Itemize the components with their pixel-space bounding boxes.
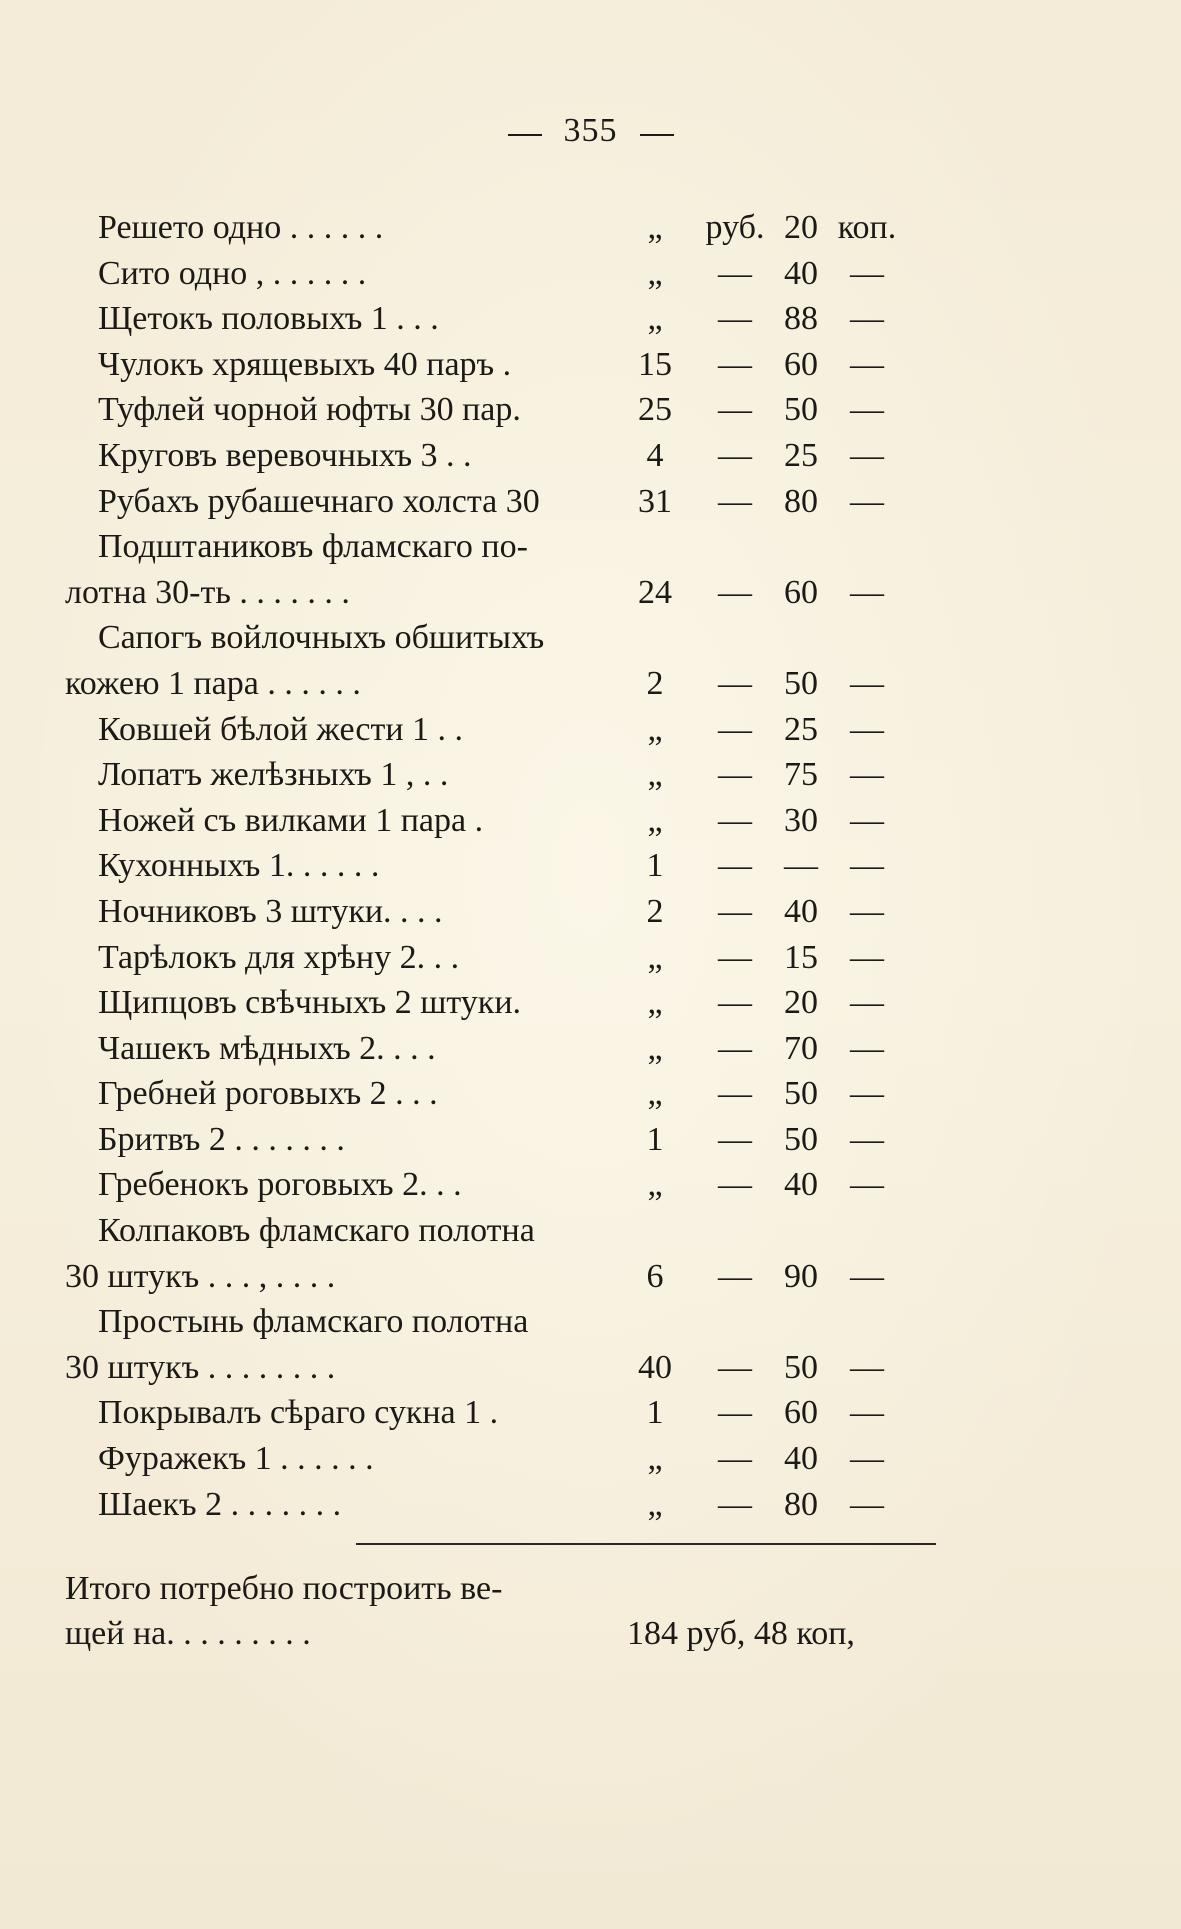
item-end-mark: коп. (837, 209, 897, 246)
item-rubles: „ (647, 801, 663, 839)
list-item (0, 1254, 1181, 1300)
list-item (0, 479, 1181, 525)
item-rubles: „ (647, 300, 663, 338)
item-kopecks: 70 (784, 1029, 818, 1067)
item-end-mark: — (850, 482, 884, 520)
item-separator: — (718, 1120, 752, 1158)
item-rubles: „ (647, 1029, 663, 1067)
item-end-mark: — (850, 391, 884, 429)
item-name: Простынь фламскаго полотна (98, 1303, 529, 1341)
list-item (0, 1345, 1181, 1391)
item-kopecks: 30 (784, 801, 818, 839)
item-kopecks: 25 (784, 436, 818, 474)
item-name: Рубахъ рубашечнаго холста 30 (98, 482, 540, 520)
item-separator: — (718, 1440, 752, 1478)
item-kopecks: 40 (784, 254, 818, 292)
item-end-mark: — (850, 254, 884, 292)
header-dash-left (508, 134, 542, 136)
item-name: Круговъ веревочныхъ 3 . . (98, 436, 472, 474)
item-separator: — (718, 1348, 752, 1386)
item-name: Решето одно . . . . . . (98, 209, 384, 246)
list-item (0, 387, 1181, 433)
item-kopecks: 50 (784, 1348, 818, 1386)
item-kopecks: 40 (784, 1440, 818, 1478)
item-name: Чулокъ хрящевыхъ 40 паръ . (98, 345, 512, 383)
item-kopecks: 50 (784, 1075, 818, 1113)
item-end-mark: — (850, 1257, 884, 1295)
total-label-line2: щей на. . . . . . . . . (65, 1615, 311, 1652)
item-rubles: 2 (646, 664, 664, 702)
item-separator: — (718, 892, 752, 930)
item-end-mark: — (850, 1166, 884, 1204)
item-kopecks: 40 (784, 892, 818, 930)
item-name: Покрывалъ сѣраго сукна 1 . (98, 1394, 499, 1432)
item-separator: — (718, 1394, 752, 1432)
item-end-mark: — (850, 436, 884, 474)
item-separator: — (718, 300, 752, 338)
item-rubles: 25 (638, 391, 672, 429)
item-end-mark: — (850, 756, 884, 794)
item-kopecks: 75 (784, 756, 818, 794)
item-kopecks: 60 (784, 573, 818, 611)
item-name: Щетокъ половыхъ 1 . . . (98, 300, 439, 338)
list-item (0, 889, 1181, 935)
item-end-mark: — (850, 710, 884, 748)
list-item (0, 1117, 1181, 1163)
list-item (0, 843, 1181, 889)
item-kopecks: 60 (784, 1394, 818, 1432)
item-rubles: „ (647, 1166, 663, 1204)
item-name: Гребенокъ роговыхъ 2. . . (98, 1166, 462, 1204)
item-end-mark: — (850, 345, 884, 383)
item-separator: — (718, 756, 752, 794)
list-item (0, 615, 1181, 661)
item-end-mark: — (850, 938, 884, 976)
list-item (0, 296, 1181, 342)
item-name: Ночниковъ 3 штуки. . . . (98, 892, 443, 930)
item-rubles: 40 (638, 1348, 672, 1386)
item-name: Гребней роговыхъ 2 . . . (98, 1075, 438, 1113)
item-rubles: 2 (646, 892, 664, 930)
list-item (0, 1436, 1181, 1482)
list-item (0, 935, 1181, 981)
list-item (0, 1482, 1181, 1528)
list-item (0, 1299, 1181, 1345)
item-name: Колпаковъ фламскаго полотна (98, 1212, 535, 1250)
list-item (0, 980, 1181, 1026)
item-rubles: 15 (638, 345, 672, 383)
item-rubles: 1 (646, 1394, 664, 1432)
list-item (0, 1026, 1181, 1072)
header-dash-right (640, 134, 674, 136)
item-separator: — (718, 664, 752, 702)
item-rubles: „ (647, 938, 663, 976)
list-item (0, 205, 1181, 251)
list-item (0, 1208, 1181, 1254)
list-item (0, 707, 1181, 753)
list-item (0, 1071, 1181, 1117)
item-kopecks: 25 (784, 710, 818, 748)
item-rubles: 24 (638, 573, 672, 611)
item-name: Щипцовъ свѣчныхъ 2 штуки. (98, 984, 522, 1022)
item-kopecks: 15 (784, 938, 818, 976)
item-rubles: „ (647, 1485, 663, 1523)
item-name: Сапогъ войлочныхъ обшитыхъ (98, 619, 545, 657)
item-name: Кухонныхъ 1. . . . . . (98, 847, 380, 885)
item-kopecks: 40 (784, 1166, 818, 1204)
item-name: Фуражекъ 1 . . . . . . (98, 1440, 374, 1478)
item-name: Бритвъ 2 . . . . . . . (98, 1120, 345, 1158)
item-rubles: „ (647, 209, 663, 246)
item-end-mark: — (850, 984, 884, 1022)
item-kopecks: 50 (784, 664, 818, 702)
page-number: 355 (563, 112, 618, 149)
inventory-list (0, 205, 1181, 1527)
item-end-mark: — (850, 847, 884, 885)
item-separator: — (718, 436, 752, 474)
item-separator: — (718, 254, 752, 292)
item-name: 30 штукъ . . . . . . . . (65, 1348, 336, 1386)
list-item (0, 1162, 1181, 1208)
list-item (0, 433, 1181, 479)
item-end-mark: — (850, 1485, 884, 1523)
list-item (0, 524, 1181, 570)
item-separator: — (718, 1485, 752, 1523)
item-rubles: „ (647, 1075, 663, 1113)
item-kopecks: 50 (784, 1120, 818, 1158)
item-kopecks: 88 (784, 300, 818, 338)
item-end-mark: — (850, 1440, 884, 1478)
item-end-mark: — (850, 1029, 884, 1067)
list-item (0, 752, 1181, 798)
total-amount: 184 руб, 48 коп, (627, 1615, 855, 1652)
total-divider (356, 1543, 936, 1545)
item-rubles: „ (647, 984, 663, 1022)
item-end-mark: — (850, 892, 884, 930)
item-separator: — (718, 345, 752, 383)
item-name: 30 штукъ . . . , . . . . (65, 1257, 336, 1295)
item-separator: — (718, 1166, 752, 1204)
item-name: Тарѣлокъ для хрѣну 2. . . (98, 938, 460, 976)
item-end-mark: — (850, 801, 884, 839)
list-item (0, 342, 1181, 388)
item-name: Чашекъ мѣдныхъ 2. . . . (98, 1029, 436, 1067)
item-separator: руб. (705, 209, 765, 246)
list-item (0, 251, 1181, 297)
item-kopecks: 80 (784, 482, 818, 520)
item-kopecks: 50 (784, 391, 818, 429)
item-name: кожею 1 пара . . . . . . (65, 664, 361, 702)
item-kopecks: 80 (784, 1485, 818, 1523)
list-item (0, 570, 1181, 616)
item-rubles: „ (647, 756, 663, 794)
list-item (0, 1390, 1181, 1436)
item-end-mark: — (850, 1348, 884, 1386)
item-name: Сито одно , . . . . . . (98, 254, 367, 292)
item-kopecks: 90 (784, 1257, 818, 1295)
item-kopecks: 20 (784, 984, 818, 1022)
item-separator: — (718, 1029, 752, 1067)
item-rubles: 6 (646, 1257, 664, 1295)
item-name: Ковшей бѣлой жести 1 . . (98, 710, 464, 748)
item-separator: — (718, 847, 752, 885)
list-item (0, 798, 1181, 844)
item-kopecks: 20 (784, 209, 818, 246)
total-label-line1: Итого потребно построить ве- (65, 1570, 503, 1607)
item-end-mark: — (850, 573, 884, 611)
item-name: Лопатъ желѣзныхъ 1 , . . (98, 756, 449, 794)
item-separator: — (718, 710, 752, 748)
item-rubles: „ (647, 254, 663, 292)
item-separator: — (718, 984, 752, 1022)
item-separator: — (718, 391, 752, 429)
item-name: Ножей съ вилками 1 пара . (98, 801, 484, 839)
item-kopecks: 60 (784, 345, 818, 383)
item-separator: — (718, 1075, 752, 1113)
item-end-mark: — (850, 1394, 884, 1432)
item-rubles: 31 (638, 482, 672, 520)
item-name: Подштаниковъ фламскаго по- (98, 528, 528, 566)
item-separator: — (718, 482, 752, 520)
item-end-mark: — (850, 1075, 884, 1113)
item-end-mark: — (850, 300, 884, 338)
item-separator: — (718, 573, 752, 611)
page-header (0, 112, 1181, 150)
item-rubles: 1 (646, 1120, 664, 1158)
item-rubles: „ (647, 1440, 663, 1478)
item-rubles: „ (647, 710, 663, 748)
item-separator: — (718, 1257, 752, 1295)
list-item (0, 661, 1181, 707)
item-rubles: 1 (646, 847, 664, 885)
item-end-mark: — (850, 1120, 884, 1158)
item-kopecks: — (784, 847, 818, 885)
item-end-mark: — (850, 664, 884, 702)
item-name: лотна 30-ть . . . . . . . (65, 573, 350, 611)
item-separator: — (718, 801, 752, 839)
item-name: Шаекъ 2 . . . . . . . (98, 1485, 342, 1523)
item-name: Туфлей чорной юфты 30 пар. (98, 391, 521, 429)
item-rubles: 4 (646, 436, 664, 474)
item-separator: — (718, 938, 752, 976)
